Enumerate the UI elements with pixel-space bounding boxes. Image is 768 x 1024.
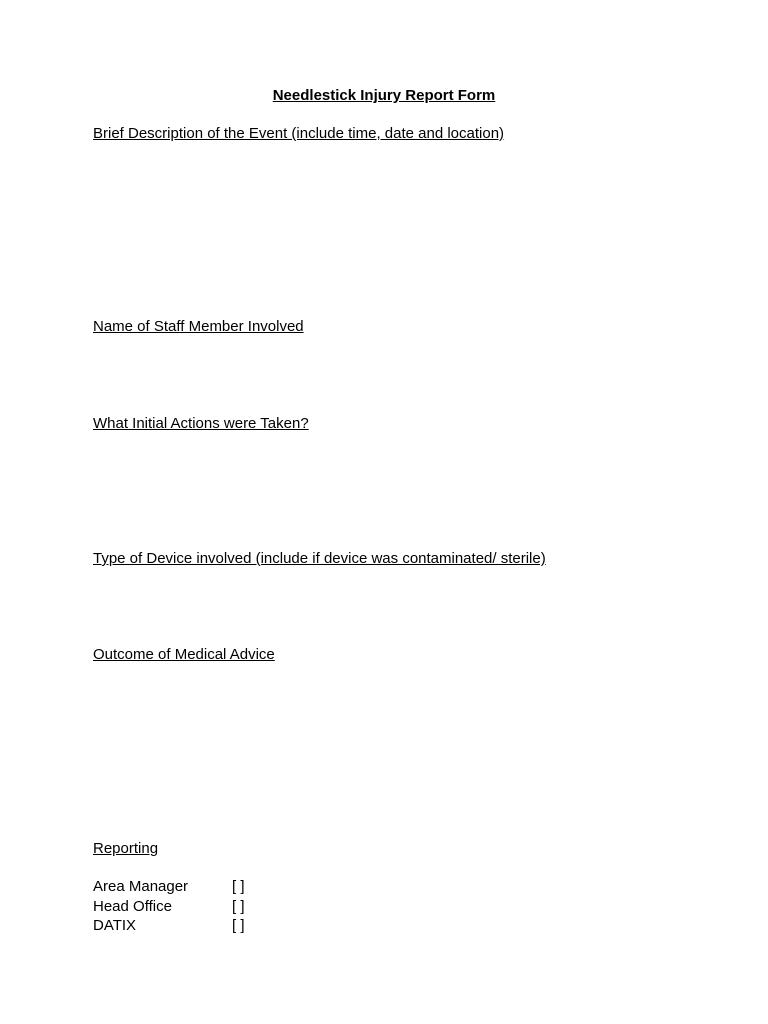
section-heading-event-description: Brief Description of the Event (include time, date and location) — [93, 125, 505, 142]
section-heading-staff-member: Name of Staff Member Involved — [93, 318, 304, 335]
reporting-option-label: DATIX — [93, 917, 137, 934]
section-heading-reporting: Reporting — [93, 840, 159, 857]
reporting-option-label: Head Office — [93, 898, 172, 915]
reporting-checkbox[interactable]: [ ] — [232, 898, 245, 915]
reporting-checkbox[interactable]: [ ] — [232, 917, 245, 934]
section-heading-device-type: Type of Device involved (include if device was contaminated/ sterile) — [93, 550, 546, 567]
section-heading-medical-advice: Outcome of Medical Advice — [93, 646, 275, 663]
form-title: Needlestick Injury Report Form — [272, 87, 496, 104]
section-heading-initial-actions: What Initial Actions were Taken? — [93, 415, 309, 432]
reporting-option-label: Area Manager — [93, 878, 189, 895]
reporting-checkbox[interactable]: [ ] — [232, 878, 245, 895]
